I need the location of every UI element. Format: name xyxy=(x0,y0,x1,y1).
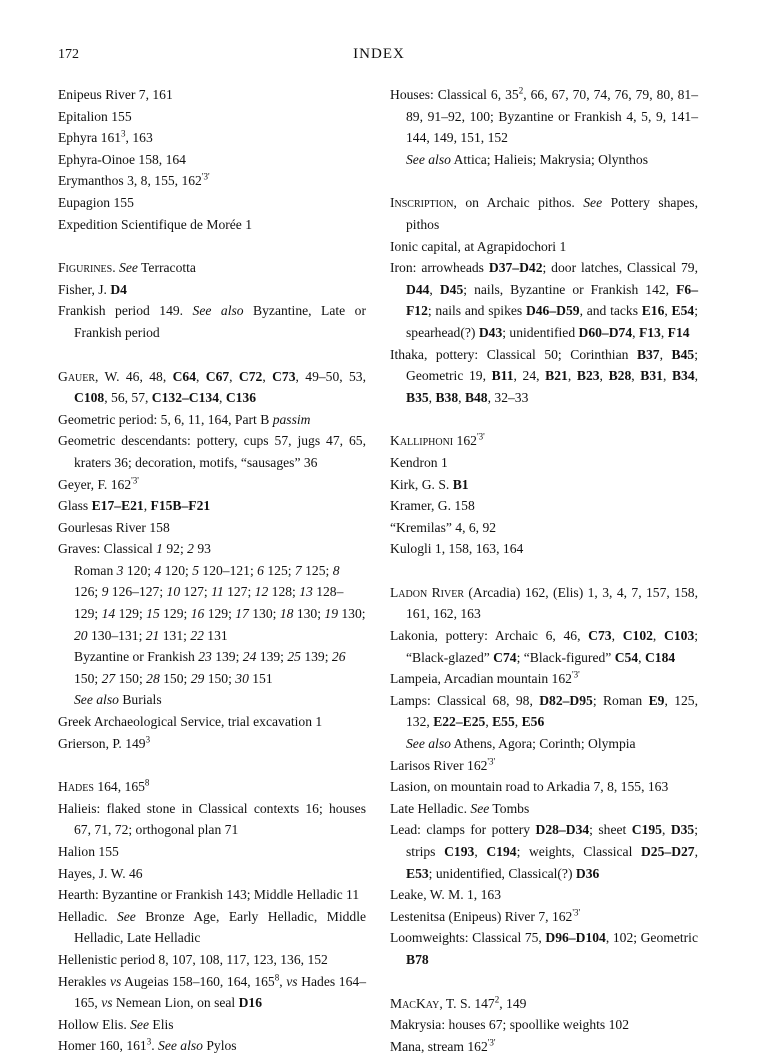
index-subentry: See also Athens, Agora; Corinth; Olympia xyxy=(406,736,636,752)
index-entry: Leake, W. M. 1, 163 xyxy=(390,887,501,903)
index-entry: Epitalion 155 xyxy=(58,108,132,124)
index-entry: Greek Archaeological Service, trial excavation 1 xyxy=(58,714,323,730)
index-entry: Helladic. See Bronze Age, Early Helladic, Middle Helladic, Late Helladic xyxy=(58,908,367,946)
index-column-left xyxy=(58,84,366,1057)
index-entry: Enipeus River 7, 161 xyxy=(58,87,173,102)
index-entry: Iron: arrowheads D37–D42; door latches, Classical 79, D44, D45; nails, Byzantine or Frankish 142, F6–F12; nails and spikes D46–D59, and tacks E16, E54; spearhead(?) D43; unidentified D60–D74, F13, F14 xyxy=(390,260,699,340)
letter-section-gap xyxy=(390,170,698,192)
letter-section-gap xyxy=(390,971,698,993)
index-entry: Lead: clamps for pottery D28–D34; sheet C195, D35; strips C193, C194; weights, Classical D25–D27, E53; unidentified, Classical(?) D36 xyxy=(390,822,699,881)
index-subentry: See also Burials xyxy=(74,692,162,708)
index-subentry: Roman 3 120; 4 120; 5 120–121; 6 125; 7 125; 8 126; 9 126–127; 10 127; 11 127; 12 128; 13 128–129; 14 129; 15 129; 16 129; 17 130; 18 130; 19 130; 20 130–131; 21 131; 22 131 xyxy=(74,562,366,643)
letter-section-gap xyxy=(390,408,698,430)
index-entry: Lampeia, Arcadian mountain $162^{'3'}$ xyxy=(390,669,580,687)
index-entry: Erymanthos 3, 8, 155, $162^{'3'}$ xyxy=(58,171,210,189)
index-entry: MacKay, T. S. $147^2$, 149 xyxy=(390,994,527,1011)
index-entry: Hearth: Byzantine or Frankish 143; Middle Helladic 11 xyxy=(58,887,360,903)
index-entry: Lestenitsa (Enipeus) River 7, $162^{'3'}$ xyxy=(390,907,581,924)
index-entry: Makrysia: houses 67; spoollike weights 102 xyxy=(390,1017,630,1033)
index-entry: Figurines. See Terracotta xyxy=(58,260,196,276)
index-entry: Homer 160, $161^3$. See also Pylos xyxy=(58,1036,237,1054)
index-entry: Houses: Classical 6, $35^2$, 66, 67, 70, 74, 76, 79, 80, 81–89, 91–92, 100; Byzantine or Frankish 4, 5, 9, 141–144, 149, 151, 152 xyxy=(390,85,698,146)
index-entry: Kramer, G. 158 xyxy=(390,498,475,514)
index-subentry: Byzantine or Frankish 23 139; 24 139; 25 139; 26 150; 27 150; 28 150; 29 150; 30 151 xyxy=(74,649,346,686)
index-entry: Fisher, J. D4 xyxy=(58,281,127,297)
index-entry: Hollow Elis. See Elis xyxy=(58,1016,174,1032)
page-header xyxy=(58,44,700,66)
index-entry: Halion 155 xyxy=(58,844,119,859)
index-entry: Ladon River (Arcadia) 162, (Elis) 1, 3, 4, 7, 157, 158, 161, 162, 163 xyxy=(390,584,698,622)
index-entry: Grierson, P. $149^3$ xyxy=(58,734,151,751)
index-subentry: See also Attica; Halieis; Makrysia; Olynthos xyxy=(406,151,649,167)
index-entry: Ionic capital, at Agrapidochori 1 xyxy=(390,238,567,254)
index-entry: Expedition Scientifique de Morée 1 xyxy=(58,216,253,232)
index-entry: Ephyra $161^3$, 163 xyxy=(58,128,153,146)
index-entry: Gauer, W. 46, 48, C64, C67, C72, C73, 49–50, 53, C108, 56, 57, C132–C134, C136 xyxy=(58,368,366,406)
index-entry: Lasion, on mountain road to Arkadia 7, 8, 155, 163 xyxy=(390,779,669,795)
index-column-right xyxy=(390,84,698,1057)
index-entry: Gourlesas River 158 xyxy=(58,519,170,535)
index-entry: Ephyra-Oinoe 158, 164 xyxy=(58,151,186,167)
letter-section-gap xyxy=(390,560,698,582)
index-entry: Graves: Classical 1 92; 2 93 xyxy=(58,541,211,557)
index-entry: Inscription, on Archaic pithos. See Pottery shapes, pithos xyxy=(390,195,698,232)
index-entry: Kirk, G. S. B1 xyxy=(390,476,469,492)
index-entry: Mana, stream $162^{'3'}$ xyxy=(390,1037,496,1054)
letter-section-gap xyxy=(58,344,366,366)
index-entry: Hellenistic period 8, 107, 108, 117, 123, 136, 152 xyxy=(58,951,328,967)
page-number: 172 xyxy=(58,47,79,62)
index-entry: Geometric period: 5, 6, 11, 164, Part B passim xyxy=(58,411,311,427)
index-entry: Kendron 1 xyxy=(390,454,448,470)
index-entry: Lamps: Classical 68, 98, D82–D95; Roman E9, 125, 132, E22–E25, E55, E56 xyxy=(390,692,699,730)
index-entry: Lakonia, pottery: Archaic 6, 46, C73, C102, C103; “Black-glazed” C74; “Black-figured” C54, C184 xyxy=(390,628,699,665)
index-entry: Loomweights: Classical 75, D96–D104, 102; Geometric B78 xyxy=(390,930,698,967)
index-entry: Geyer, F. $162^{'3'}$ xyxy=(58,474,139,492)
index-entry: “Kremilas” 4, 6, 92 xyxy=(390,519,497,535)
index-entry: Hayes, J. W. 46 xyxy=(58,865,143,881)
index-entry: Ithaka, pottery: Classical 50; Corinthian B37, B45; Geometric 19, B11, 24, B21, B23, B28, B31, B34, B35, B38, B48, 32–33 xyxy=(390,346,699,405)
index-entry: Kalliphoni $162^{'3'}$ xyxy=(390,431,485,449)
index-entry: Larisos River $162^{'3'}$ xyxy=(390,756,496,773)
index-entry: Late Helladic. See Tombs xyxy=(390,800,530,816)
index-entry: Eupagion 155 xyxy=(58,194,134,210)
index-entry: Glass E17–E21, F15B–F21 xyxy=(58,498,211,514)
index-entry: Kulogli 1, 158, 163, 164 xyxy=(390,541,524,557)
letter-section-gap xyxy=(58,235,366,257)
index-entry: Halieis: flaked stone in Classical contexts 16; houses 67, 71, 72; orthogonal plan 71 xyxy=(58,800,366,838)
index-entry: Geometric descendants: pottery, cups 57, jugs 47, 65, kraters 36; decoration, motifs, “sausages” 36 xyxy=(58,433,366,470)
index-entry: Hades 164, $165^8$ xyxy=(58,777,150,795)
index-entry: Herakles vs Augeias 158–160, 164, $165^8$, vs Hades 164–165, vs Nemean Lion, on seal D16 xyxy=(58,972,366,1011)
letter-section-gap xyxy=(58,754,366,776)
index-entry: Frankish period 149. See also Byzantine, Late or Frankish period xyxy=(58,303,366,340)
page-title: INDEX xyxy=(353,46,405,62)
